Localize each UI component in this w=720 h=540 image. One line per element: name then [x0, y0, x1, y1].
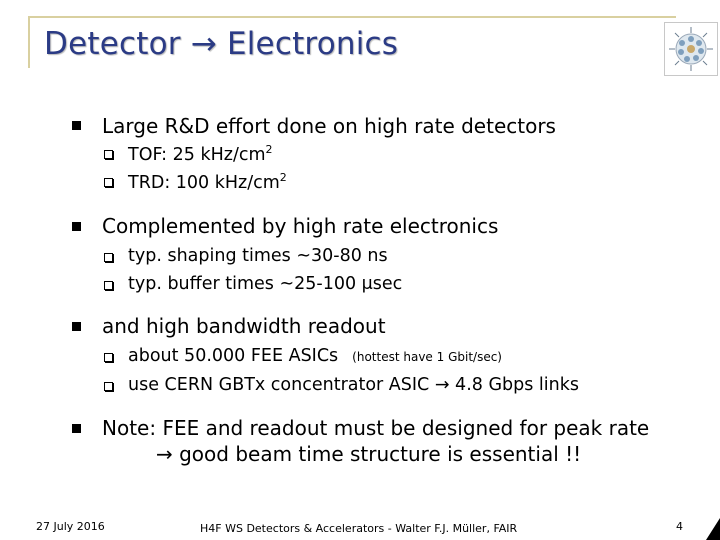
detector-logo-icon	[665, 23, 717, 75]
page-number: 4	[676, 520, 683, 533]
sub-bullet-marker	[104, 353, 113, 362]
slide-title: Detector → Electronics	[44, 26, 399, 62]
sub-bullet-marker	[104, 178, 113, 187]
detector-logo	[664, 22, 718, 76]
corner-triangle	[706, 518, 720, 540]
title-frame-left	[28, 16, 30, 68]
bullet-text: Note: FEE and readout must be designed for peak rate	[102, 416, 650, 440]
bullet-marker	[72, 424, 81, 433]
sub-bullet-marker	[104, 281, 113, 290]
sub-bullet-text: TRD: 100 kHz/$cm^2$	[128, 171, 287, 193]
bullet-text-continuation: → good beam time structure is essential !!	[156, 442, 582, 466]
bullet-marker	[72, 322, 81, 331]
sub-bullet-marker	[104, 150, 113, 159]
footer-date: 27 July 2016	[36, 520, 105, 533]
bullet-text: and high bandwidth readout	[102, 314, 386, 338]
bullet-marker	[72, 222, 81, 231]
sub-bullet-note: (hottest have 1 Gbit/sec)	[352, 350, 502, 364]
sub-bullet-text: typ. shaping times ~30-80 ns	[128, 246, 388, 266]
bullet-marker	[72, 121, 81, 130]
bullet-text: Large R&D effort done on high rate detectors	[102, 114, 556, 138]
sub-bullet-marker	[104, 253, 113, 262]
bullet-text: Complemented by high rate electronics	[102, 214, 499, 238]
title-frame-top	[28, 16, 676, 18]
sub-bullet-text: about 50.000 FEE ASICs (hottest have 1 Gbit/sec)	[128, 346, 502, 366]
sub-bullet-text: use CERN GBTx concentrator ASIC → 4.8 Gbps links	[128, 375, 579, 395]
footer-title: H4F WS Detectors & Accelerators - Walter F.J. Müller, FAIR	[200, 522, 518, 535]
sub-bullet-marker	[104, 382, 113, 391]
sub-bullet-text: typ. buffer times ~25-100 μsec	[128, 274, 403, 294]
sub-bullet-text: TOF: 25 kHz/$cm^2$	[128, 143, 273, 165]
